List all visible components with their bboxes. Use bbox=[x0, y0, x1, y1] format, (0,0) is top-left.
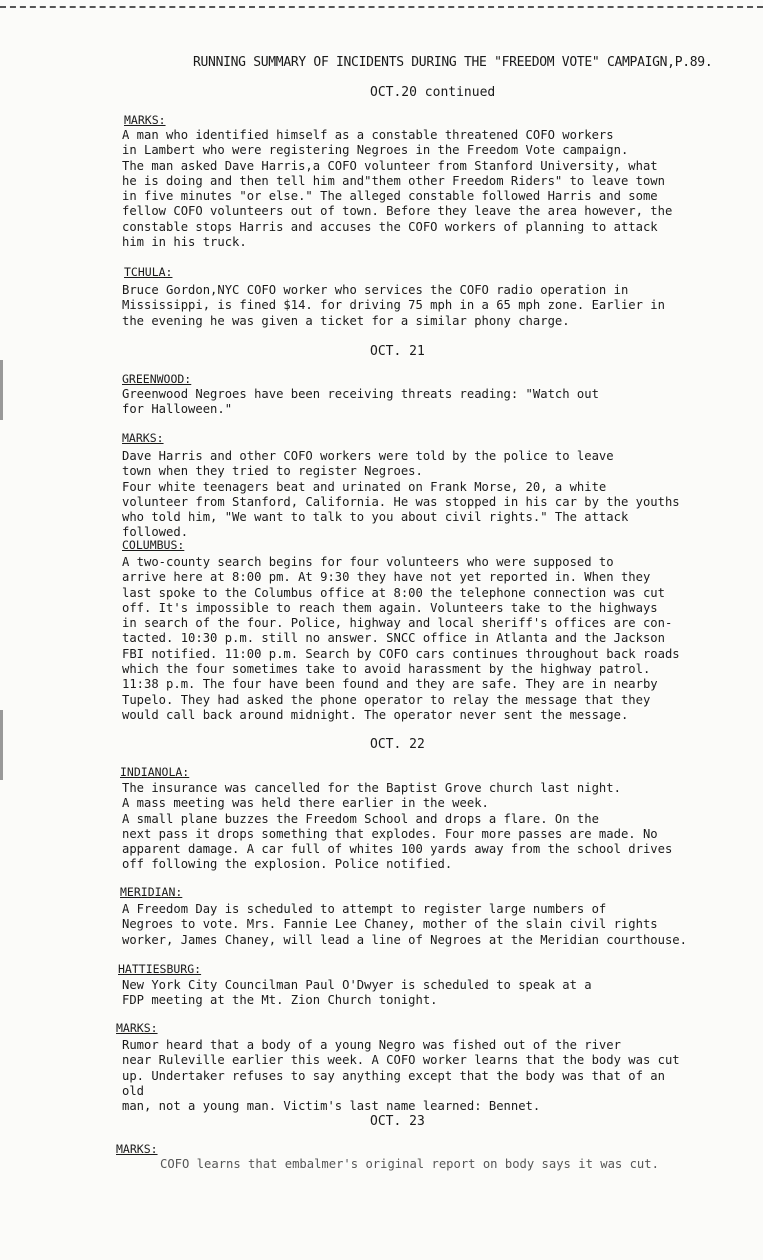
incident-paragraph: New York City Councilman Paul O'Dwyer is scheduled to speak at a FDP meeting at the Mt. Zion Church tonight. bbox=[122, 978, 592, 1008]
location-heading: MARKS: bbox=[116, 1021, 158, 1035]
incident-paragraph: Greenwood Negroes have been receiving threats reading: "Watch out for Halloween." bbox=[122, 387, 599, 417]
page-top-edge bbox=[0, 6, 763, 8]
incident-paragraph: COFO learns that embalmer's original report on body says it was cut. bbox=[160, 1157, 659, 1171]
incident-paragraph: A two-county search begins for four volunteers who were supposed to arrive here at 8:00 pm. At 9:30 they have not yet reported in. When they last spoke to the Columbus office at 8:00 the telephone connection was cut off. It's impossible to reach them again. Volunteers take to the highways in search of the four. Police, highway and local sheriff's offices are con- tacted. 10:30 p.m. still no answer. SNCC office in Atlanta and the Jackson FBI notified. 11:00 p.m. Search by COFO cars continues throughout back roads which the four sometimes take to avoid harassment by the highway patrol. 11:38 p.m. The four have been found and they are safe. They are in nearby Tupelo. They had asked the phone operator to relay the message that they would call back around midnight. The operator never sent the message. bbox=[122, 555, 680, 722]
location-heading: MARKS: bbox=[122, 431, 164, 445]
incident-paragraph: A Freedom Day is scheduled to attempt to register large numbers of Negroes to vote. Mrs. Fannie Lee Chaney, mother of the slain civil rights worker, James Chaney, will lead a line of Negroes at the Meridian courthouse. bbox=[122, 902, 687, 947]
margin-mark bbox=[0, 360, 3, 420]
incident-paragraph: A man who identified himself as a constable threatened COFO workers in Lambert who were registering Negroes in the Freedom Vote campaign. The man asked Dave Harris,a COFO volunteer from Stanford University, what he is doing and then tell him and"them other Freedom Riders" to leave town in five minutes "or else." The alleged constable followed Harris and some fellow COFO volunteers out of town. Before they leave the area however, the constable stops Harris and accuses the COFO workers of planning to attack him in his truck. bbox=[122, 128, 673, 250]
date-heading-oct21: OCT. 21 bbox=[370, 344, 425, 359]
location-heading: MARKS: bbox=[124, 113, 166, 127]
incident-paragraph: Dave Harris and other COFO workers were told by the police to leave town when they tried to register Negroes. Four white teenagers beat and urinated on Frank Morse, 20, a white volunteer from Stanford, California. He was stopped in his car by the youths who told him, "We want to talk to you about civil rights." The attack followed. bbox=[122, 449, 680, 540]
incident-paragraph: The insurance was cancelled for the Baptist Grove church last night. A mass meeting was held there earlier in the week. A small plane buzzes the Freedom School and drops a flare. On the next pass it drops something that explodes. Four more passes are made. No apparent damage. A car full of whites 100 yards away from the school drives off following the explosion. Police notified. bbox=[122, 781, 673, 872]
incident-paragraph: Rumor heard that a body of a young Negro was fished out of the river near Ruleville earlier this week. A COFO worker learns that the body was cut up. Undertaker refuses to say anything except that the body was that of an old man, not a young man. Victim's last name learned: Bennet. bbox=[122, 1038, 680, 1114]
location-heading: INDIANOLA: bbox=[120, 765, 190, 779]
date-heading-oct23: OCT. 23 bbox=[370, 1114, 425, 1129]
location-heading: MERIDIAN: bbox=[120, 885, 183, 899]
location-heading: HATTIESBURG: bbox=[118, 962, 202, 976]
page-title: RUNNING SUMMARY OF INCIDENTS DURING THE "FREEDOM VOTE" CAMPAIGN,P.89. bbox=[193, 55, 713, 70]
margin-mark bbox=[0, 710, 3, 780]
date-heading-oct22: OCT. 22 bbox=[370, 737, 425, 752]
location-heading: TCHULA: bbox=[124, 265, 173, 279]
location-heading: MARKS: bbox=[116, 1142, 158, 1156]
incident-paragraph: Bruce Gordon,NYC COFO worker who services the COFO radio operation in Mississippi, is fined $14. for driving 75 mph in a 65 mph zone. Earlier in the evening he was given a ticket for a similar phony charge. bbox=[122, 283, 665, 328]
date-heading-oct20: OCT.20 continued bbox=[370, 85, 496, 100]
location-heading: COLUMBUS: bbox=[122, 538, 185, 552]
location-heading: GREENWOOD: bbox=[122, 372, 192, 386]
